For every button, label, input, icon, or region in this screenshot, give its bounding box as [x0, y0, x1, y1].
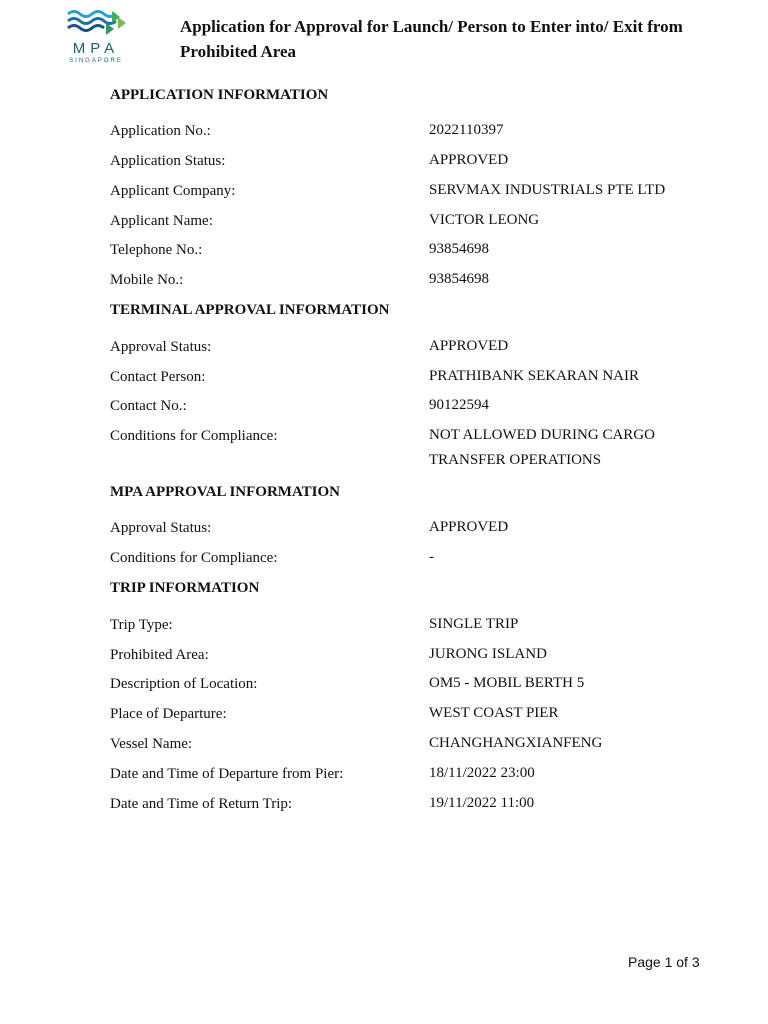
field-label: Trip Type:: [110, 617, 173, 633]
mpa-logo: [62, 4, 132, 66]
field-label: Approval Status:: [110, 520, 212, 536]
field-value: OM5 - MOBIL BERTH 5: [429, 675, 585, 691]
field-value: WEST COAST PIER: [429, 705, 559, 721]
page-number: Page 1 of 3: [628, 954, 700, 970]
field-value: 93854698: [429, 271, 489, 287]
field-label: Conditions for Compliance:: [110, 428, 278, 444]
logo-text: MPA: [72, 40, 120, 57]
field-label: Mobile No.:: [110, 272, 184, 288]
field-value: JURONG ISLAND: [429, 646, 547, 662]
field-value: APPROVED: [429, 519, 509, 535]
field-label: Applicant Name:: [110, 213, 213, 229]
field-label: Application Status:: [110, 153, 226, 169]
field-label: Telephone No.:: [110, 242, 203, 258]
field-label: Application No.:: [110, 123, 211, 139]
section-title-terminal-approval-information: TERMINAL APPROVAL INFORMATION: [110, 302, 390, 318]
field-label: Conditions for Compliance:: [110, 550, 278, 566]
field-label: Contact No.:: [110, 398, 187, 414]
field-value: APPROVED: [429, 338, 509, 354]
logo-subtext: SINGAPORE: [69, 58, 123, 64]
section-title-mpa-approval-information: MPA APPROVAL INFORMATION: [110, 484, 341, 500]
section-title-application-information: APPLICATION INFORMATION: [110, 87, 329, 103]
field-value: PRATHIBANK SEKARAN NAIR: [429, 368, 640, 384]
field-value: VICTOR LEONG: [429, 212, 540, 228]
field-value: APPROVED: [429, 152, 509, 168]
field-label: Vessel Name:: [110, 736, 193, 752]
section-title-trip-information: TRIP INFORMATION: [110, 580, 260, 596]
field-label: Approval Status:: [110, 339, 212, 355]
field-value: 2022110397: [429, 122, 504, 138]
field-label: Description of Location:: [110, 676, 258, 692]
field-label: Place of Departure:: [110, 706, 227, 722]
field-value: 93854698: [429, 241, 489, 257]
field-value: 90122594: [429, 397, 489, 413]
field-label: Date and Time of Return Trip:: [110, 796, 293, 812]
field-label: Date and Time of Departure from Pier:: [110, 766, 344, 782]
field-value: NOT ALLOWED DURING CARGO TRANSFER OPERATIONS: [429, 427, 655, 468]
field-value: CHANGHANGXIANFENG: [429, 735, 603, 751]
field-value: -: [429, 549, 434, 565]
field-value: SINGLE TRIP: [429, 616, 519, 632]
field-label: Prohibited Area:: [110, 647, 209, 663]
wave-logo-icon: [62, 4, 132, 40]
field-label: Contact Person:: [110, 369, 206, 385]
field-value: 18/11/2022 23:00: [429, 765, 535, 781]
field-label: Applicant Company:: [110, 183, 236, 199]
field-value: SERVMAX INDUSTRIALS PTE LTD: [429, 182, 666, 198]
field-value: 19/11/2022 11:00: [429, 795, 535, 811]
document-title: Application for Approval for Launch/ Person to Enter into/ Exit from Prohibited Area: [180, 17, 683, 61]
